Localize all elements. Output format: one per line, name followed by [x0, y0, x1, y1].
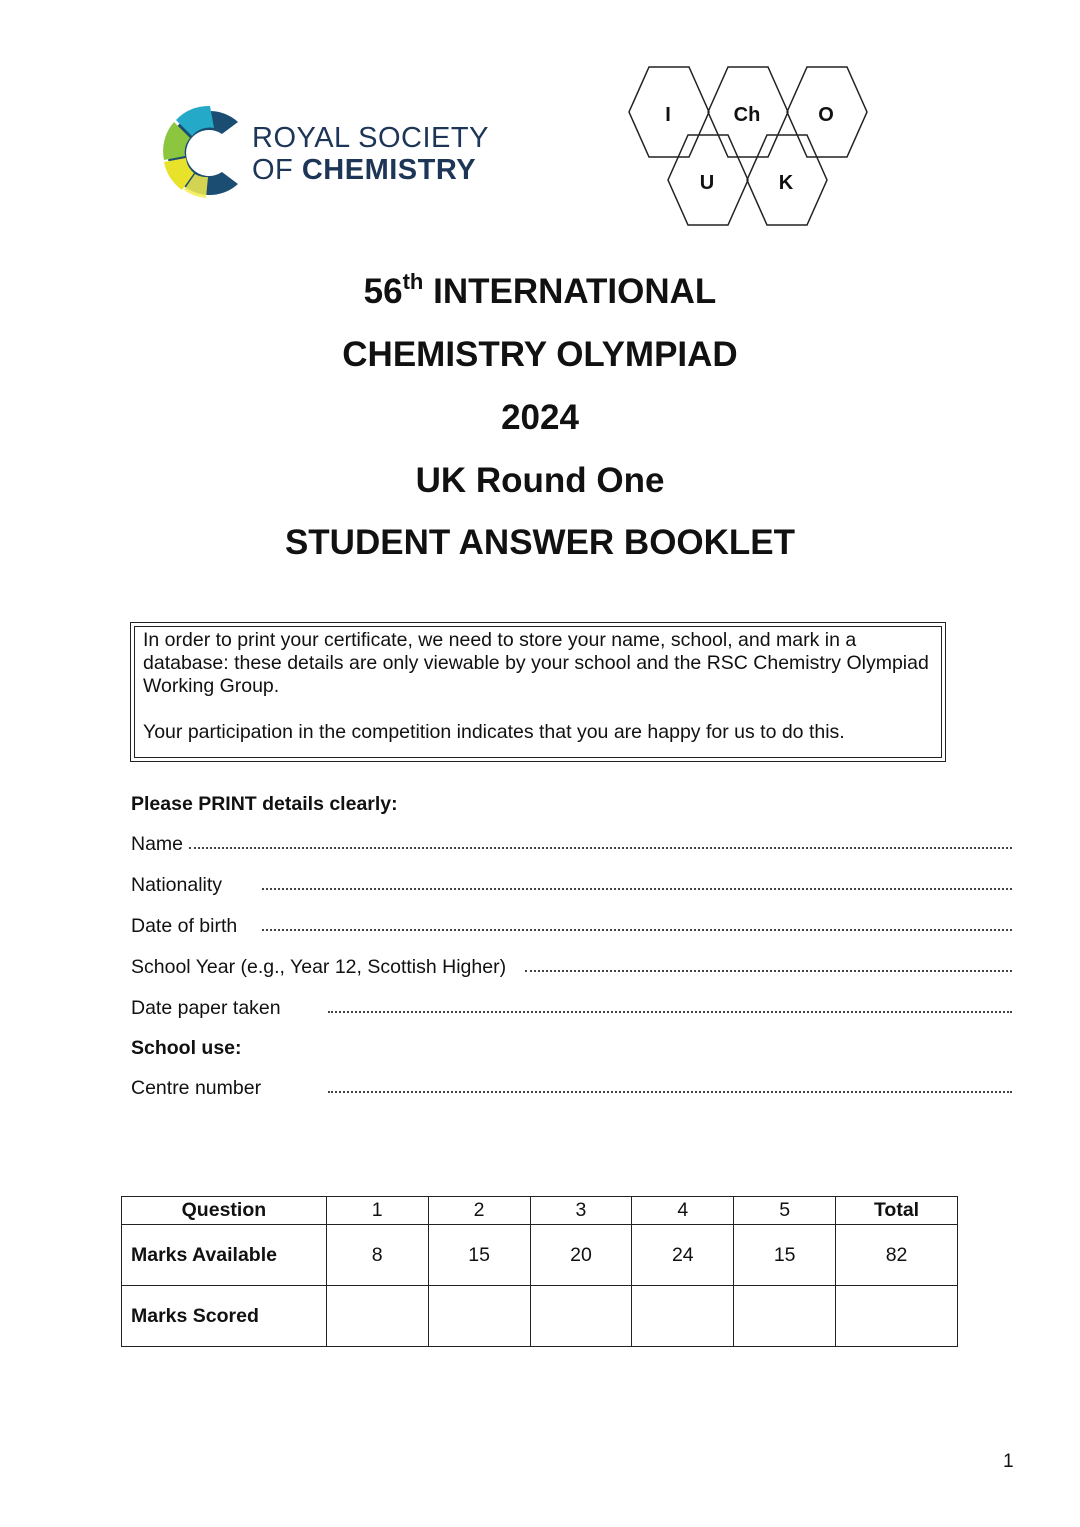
centre-number-label: Centre number [131, 1077, 262, 1099]
table-header-row [122, 1197, 958, 1225]
marks-scored-cell[interactable] [734, 1286, 836, 1347]
question-number: 4 [632, 1197, 734, 1225]
marks-available-row [122, 1225, 958, 1286]
title-line-1: 56th INTERNATIONAL [363, 269, 717, 311]
name-field[interactable] [189, 847, 1012, 849]
school-year-label: School Year (e.g., Year 12, Scottish Higher) [131, 956, 507, 978]
question-header: Question [122, 1197, 327, 1225]
title-booklet: STUDENT ANSWER BOOKLET [284, 523, 796, 562]
nationality-field[interactable] [262, 888, 1012, 890]
rsc-c-mark-icon [158, 100, 248, 205]
hex-label-o: O [818, 104, 834, 126]
marks-available-cell: 15 [428, 1225, 530, 1286]
date-taken-label: Date paper taken [131, 997, 281, 1019]
marks-scored-cell[interactable] [632, 1286, 734, 1347]
question-number: 5 [734, 1197, 836, 1225]
question-number: 3 [530, 1197, 632, 1225]
school-use-heading: School use: [131, 1037, 242, 1059]
marks-available-cell: 15 [734, 1225, 836, 1286]
title-round: UK Round One [415, 461, 665, 500]
school-year-field[interactable] [525, 970, 1012, 972]
privacy-notice-text: In order to print your certificate, we need to store your name, school, and mark in a database: these details are only viewable by your school and the RSC Chemistry Olympiad Working Group. [143, 629, 929, 697]
nationality-label: Nationality [131, 874, 223, 896]
marks-scored-row [122, 1286, 958, 1347]
name-label: Name [131, 833, 184, 855]
question-number: 2 [428, 1197, 530, 1225]
hex-label-u: U [699, 172, 715, 194]
marks-scored-cell[interactable] [530, 1286, 632, 1347]
hex-label-i: I [665, 104, 671, 126]
hex-label-ch: Ch [733, 104, 761, 126]
consent-text: Your participation in the competition indicates that you are happy for us to do this. [143, 721, 845, 743]
page-number: 1 [1003, 1451, 1014, 1472]
dob-label: Date of birth [131, 915, 238, 937]
total-header: Total [836, 1197, 958, 1225]
hex-label-k: K [778, 172, 794, 194]
marks-available-total: 82 [836, 1225, 958, 1286]
logo-line-1: ROYAL SOCIETY [252, 122, 489, 154]
marks-table [121, 1196, 958, 1347]
marks-scored-label: Marks Scored [122, 1286, 327, 1347]
marks-available-cell: 8 [326, 1225, 428, 1286]
question-number: 1 [326, 1197, 428, 1225]
marks-available-cell: 24 [632, 1225, 734, 1286]
logo-line-2: OF CHEMISTRY [252, 154, 477, 186]
print-details-heading: Please PRINT details clearly: [131, 793, 398, 815]
rsc-logo [158, 100, 508, 205]
privacy-notice-box [130, 622, 946, 762]
date-taken-field[interactable] [328, 1011, 1012, 1013]
icho-uk-hexagon-logo [628, 64, 873, 229]
title-line-2: CHEMISTRY OLYMPIAD [342, 335, 738, 374]
centre-number-field[interactable] [328, 1091, 1012, 1093]
dob-field[interactable] [262, 929, 1012, 931]
marks-available-cell: 20 [530, 1225, 632, 1286]
title-year: 2024 [501, 398, 579, 437]
marks-scored-cell[interactable] [428, 1286, 530, 1347]
marks-scored-cell[interactable] [326, 1286, 428, 1347]
marks-scored-total[interactable] [836, 1286, 958, 1347]
marks-available-label: Marks Available [122, 1225, 327, 1286]
